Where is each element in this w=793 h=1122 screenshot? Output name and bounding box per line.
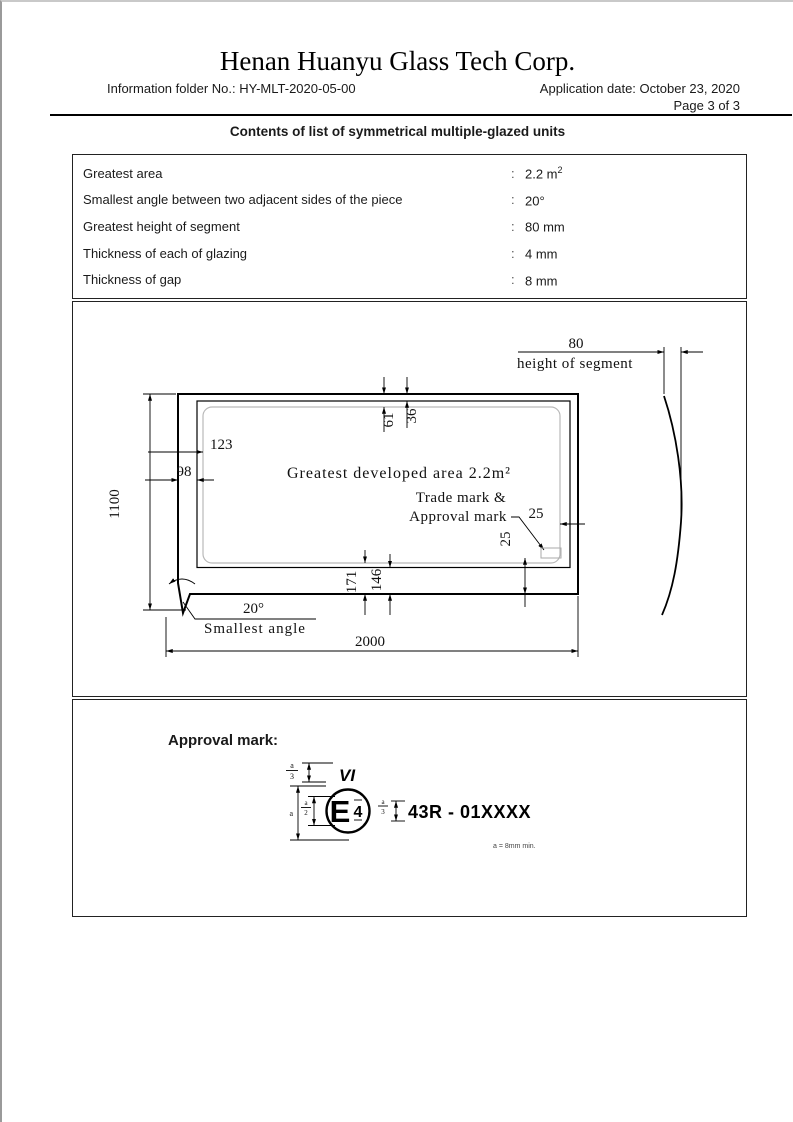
fraction-a-numerator: a (290, 761, 294, 770)
page-number: Page 3 of 3 (673, 98, 740, 113)
company-title: Henan Huanyu Glass Tech Corp. (219, 46, 576, 76)
table-row (73, 218, 746, 234)
spec-value: 4 mm (525, 246, 558, 262)
smallest-angle-value: 20° (243, 601, 264, 617)
table-row (73, 192, 746, 208)
dim-98: 98 (176, 464, 192, 480)
dim-25-horizontal: 25 (528, 506, 544, 522)
smallest-angle-label: Smallest angle (204, 621, 306, 637)
dim-61: 61 (381, 412, 397, 428)
spec-label: Greatest height of segment (83, 218, 240, 234)
information-folder-no: Information folder No.: HY-MLT-2020-05-00 (107, 81, 356, 96)
application-date: Application date: October 23, 2020 (539, 81, 740, 96)
spec-table (72, 154, 747, 299)
dim-2000: 2000 (355, 634, 385, 650)
dim-25-vertical: 25 (498, 531, 514, 547)
spec-value: 20° (525, 193, 545, 209)
dim-171: 171 (344, 570, 360, 594)
fraction-a-numerator: a (304, 799, 308, 807)
approval-number: 43R - 01XXXX (408, 802, 532, 822)
spec-label: Smallest angle between two adjacent sides of the piece (83, 192, 403, 208)
dim-36: 36 (404, 408, 420, 424)
spec-value: 80 mm (525, 219, 565, 235)
spec-label: Greatest area (83, 165, 163, 181)
fraction-2-denominator: 2 (304, 809, 308, 817)
vi-label: VI (339, 766, 356, 785)
technical-drawing (72, 301, 747, 697)
dim-a-label: a (289, 809, 293, 818)
header-meta-row (107, 81, 740, 96)
fraction-3-denominator: 3 (381, 808, 385, 816)
approval-mark-section (72, 699, 747, 917)
spec-label: Thickness of each of glazing (83, 245, 248, 261)
dim-146: 146 (369, 568, 385, 592)
dim-80: 80 (568, 336, 584, 352)
table-row (73, 272, 746, 288)
header-divider (50, 114, 792, 116)
height-of-segment-label: height of segment (517, 356, 633, 372)
fraction-3-denominator: 3 (290, 772, 294, 781)
dim-1100: 1100 (107, 489, 123, 519)
colon: : (511, 272, 515, 288)
table-row (73, 245, 746, 261)
a-min-note: a = 8mm min. (493, 843, 536, 850)
colon: : (511, 165, 515, 181)
greatest-developed-area-label: Greatest developed area 2.2m² (287, 465, 511, 482)
spec-label: Thickness of gap (83, 272, 182, 288)
colon: : (511, 218, 515, 234)
table-row (73, 165, 746, 181)
colon: : (511, 192, 515, 208)
spec-value: 2.2 $m^2$ (525, 165, 563, 182)
e-letter: E (329, 794, 351, 829)
angle-arc (169, 579, 195, 584)
segment-arc (662, 396, 682, 615)
approval-mark-drawing (73, 700, 745, 915)
approval-mark-heading: Approval mark: (168, 732, 279, 749)
spec-value: 8 mm (525, 272, 558, 288)
e-number: 4 (353, 804, 363, 821)
trade-mark-label-line2: Approval mark (409, 509, 507, 525)
dim-123: 123 (210, 437, 233, 453)
section-title: Contents of list of symmetrical multiple-glazed units (229, 124, 566, 139)
trade-mark-label-line1: Trade mark & (415, 490, 507, 506)
fraction-a-numerator: a (381, 798, 385, 806)
colon: : (511, 245, 515, 261)
glazing-unit-drawing (73, 302, 745, 695)
